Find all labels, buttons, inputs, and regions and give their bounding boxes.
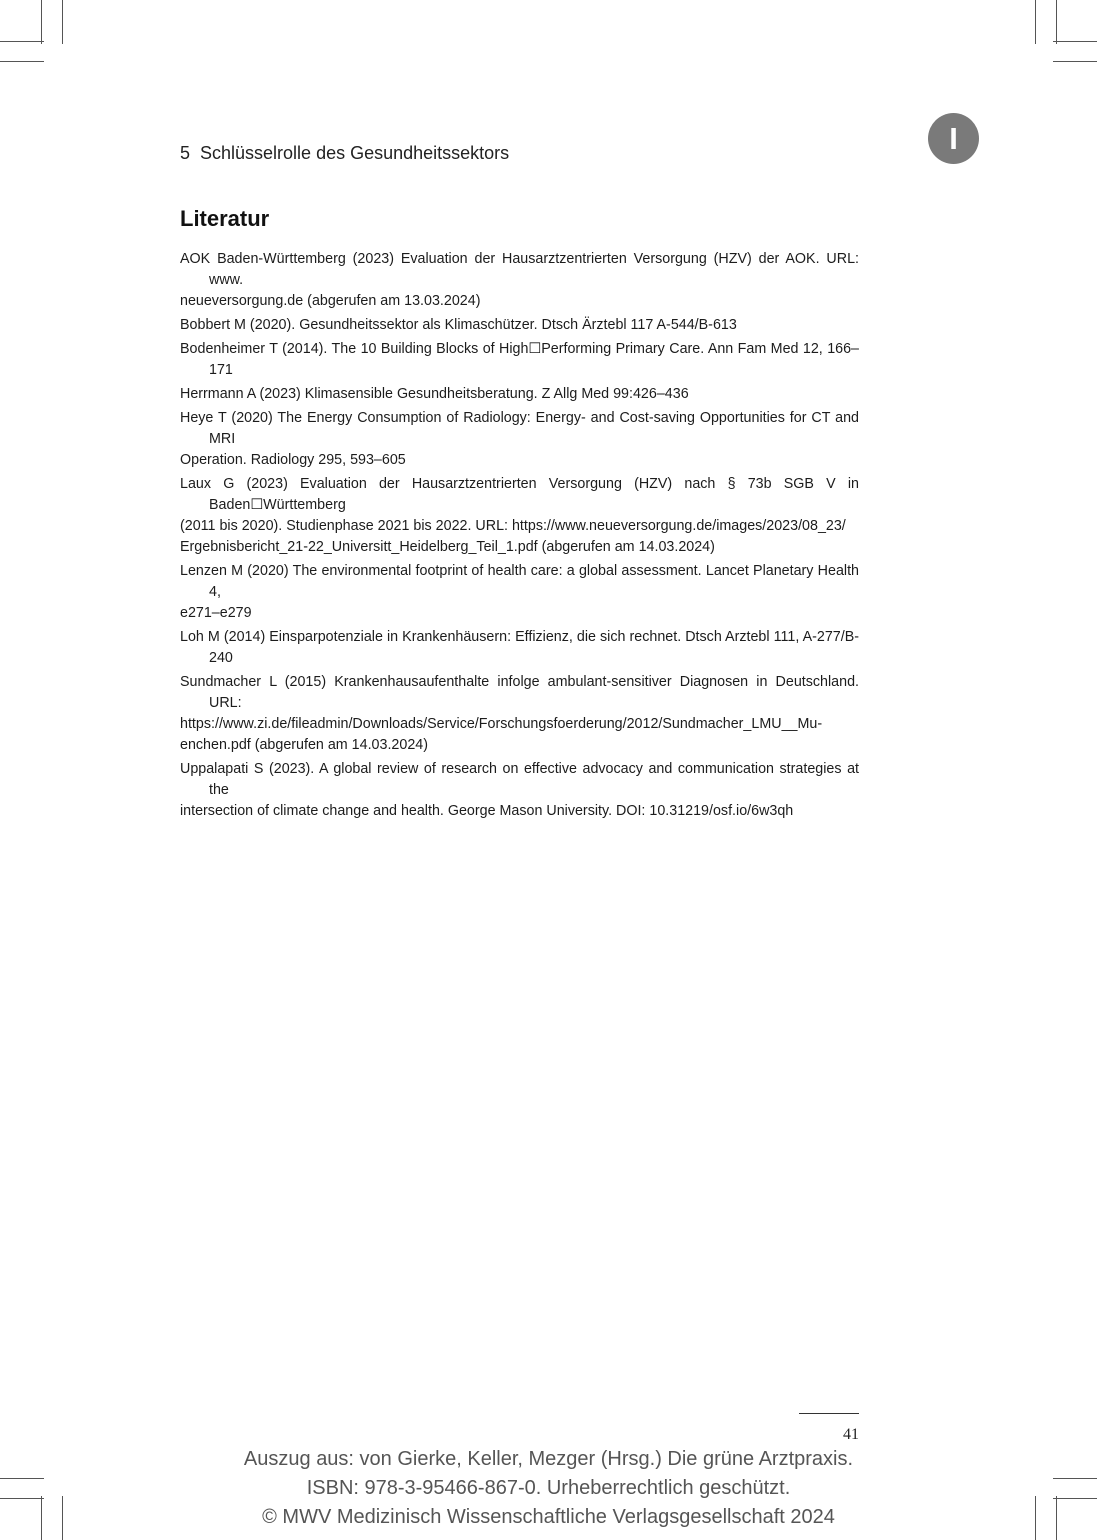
reference-entry: [180, 627, 859, 669]
reference-entry: [180, 474, 859, 558]
reference-line: Bobbert M (2020). Gesundheitssektor als Klimaschützer. Dtsch Ärztebl 117 A-544/B-613: [180, 317, 737, 333]
reference-line: Uppalapati S (2023). A global review of research on effective advocacy and communication strategies at the: [180, 761, 859, 798]
reference-line: neueversorgung.de (abgerufen am 13.03.2024): [180, 293, 481, 309]
reference-entry: [180, 561, 859, 624]
page-number: 41: [843, 1426, 859, 1443]
reference-entry: [180, 384, 859, 405]
reference-entry: [180, 249, 859, 312]
reference-entry: [180, 672, 859, 756]
reference-entry: [180, 408, 859, 471]
reference-line: Operation. Radiology 295, 593–605: [180, 452, 406, 468]
reference-line: AOK Baden-Württemberg (2023) Evaluation der Hausarztzentrierten Versorgung (HZV) der AOK. URL: www.: [180, 251, 859, 288]
reference-line: enchen.pdf (abgerufen am 14.03.2024): [180, 737, 428, 753]
copyright-footer: [0, 1445, 1097, 1532]
crop-mark: [1053, 41, 1097, 42]
reference-line: e271–e279: [180, 605, 252, 621]
crop-mark: [62, 0, 63, 44]
footer-line: © MWV Medizinisch Wissenschaftliche Verlagsgesellschaft 2024: [262, 1506, 835, 1528]
reference-line: Herrmann A (2023) Klimasensible Gesundheitsberatung. Z Allg Med 99:426–436: [180, 386, 689, 402]
crop-mark: [1035, 0, 1036, 44]
reference-list: [180, 249, 859, 825]
crop-mark: [1056, 0, 1057, 44]
reference-entry: [180, 759, 859, 822]
crop-mark: [0, 41, 44, 42]
reference-line: https://www.zi.de/fileadmin/Downloads/Service/Forschungsfoerderung/2012/Sundmacher_LMU__Mu-: [180, 716, 823, 732]
reference-entry: [180, 339, 859, 381]
reference-line: Lenzen M (2020) The environmental footprint of health care: a global assessment. Lancet Planetary Health 4,: [180, 563, 859, 600]
crop-mark: [41, 0, 42, 44]
footer-line: ISBN: 978-3-95466-867-0. Urheberrechtlich geschützt.: [306, 1477, 791, 1499]
running-head: [180, 143, 509, 164]
chapter-number: 5: [180, 143, 191, 163]
reference-line: Sundmacher L (2015) Krankenhausaufenthalte infolge ambulant-sensitiver Diagnosen in Deutschland. URL:: [180, 674, 859, 711]
reference-line: intersection of climate change and health. George Mason University. DOI: 10.31219/osf.io/6w3qh: [180, 803, 794, 819]
page-number-rule: [799, 1413, 859, 1414]
footer-line: Auszug aus: von Gierke, Keller, Mezger (Hrsg.) Die grüne Arztpraxis.: [243, 1448, 854, 1470]
reference-line: Bodenheimer T (2014). The 10 Building Blocks of High☐Performing Primary Care. Ann Fam Med 12, 166–171: [180, 341, 859, 378]
reference-line: Ergebnisbericht_21-22_Universitt_Heidelberg_Teil_1.pdf (abgerufen am 14.03.2024): [180, 539, 715, 555]
crop-mark: [1053, 61, 1097, 62]
crop-mark: [0, 61, 44, 62]
reference-entry: [180, 315, 859, 336]
reference-line: Laux G (2023) Evaluation der Hausarztzentrierten Versorgung (HZV) nach § 73b SGB V in Baden☐Württemberg: [180, 476, 859, 513]
reference-line: Heye T (2020) The Energy Consumption of Radiology: Energy- and Cost-saving Opportunities for CT and MRI: [180, 410, 859, 447]
chapter-title: Schlüsselrolle des Gesundheitssektors: [200, 143, 510, 163]
reference-line: (2011 bis 2020). Studienphase 2021 bis 2022. URL: https://www.neueversorgung.de/images/2023/08_23/: [180, 518, 846, 534]
part-badge: I: [928, 113, 979, 164]
section-title: Literatur: [180, 206, 270, 231]
reference-line: Loh M (2014) Einsparpotenziale in Krankenhäusern: Effizienz, die sich rechnet. Dtsch Arztebl 111, A-277/B-240: [180, 629, 859, 666]
